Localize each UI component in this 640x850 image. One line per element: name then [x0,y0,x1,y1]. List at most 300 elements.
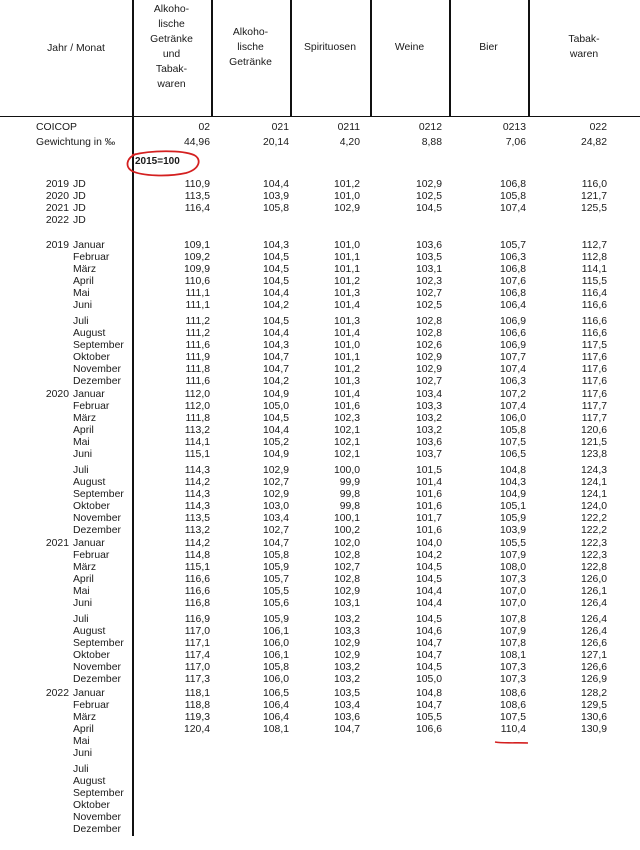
row-year: 2019 [45,179,69,190]
table-cell: 102,9 [415,179,442,190]
table-cell: 106,0 [262,674,289,685]
row-month: Juli [73,764,89,775]
table-cell: 105,7 [262,574,289,585]
column-header [530,4,638,90]
header-divider [449,0,451,116]
table-cell: 104,2 [262,376,289,387]
table-cell: 107,9 [499,550,526,561]
row-month: Oktober [73,352,110,363]
table-cell: 117,0 [184,662,210,673]
table-cell: 120,6 [580,425,607,436]
table-cell: 106,9 [499,316,526,327]
table-cell: 107,0 [499,598,526,609]
table-cell: 105,8 [499,425,526,436]
table-cell: 104,4 [262,328,289,339]
basis-label: 2015=100 [135,156,180,167]
table-cell: 103,7 [415,449,442,460]
table-cell: 106,4 [262,700,289,711]
row-month: Juni [73,748,93,759]
row-label: JD [73,203,86,214]
table-cell: 105,5 [415,712,442,723]
row-month: Mai [73,736,90,747]
table-cell: 107,4 [499,203,526,214]
table-cell: 101,6 [333,401,360,412]
table-cell: 110,9 [184,179,210,190]
column-header-label: Spirituosen [304,41,356,53]
row-month: Oktober [73,501,110,512]
table-cell: 101,6 [415,525,442,536]
table-cell: 102,9 [262,489,289,500]
table-cell: 116,4 [184,203,210,214]
table-cell: 104,0 [415,538,442,549]
table-cell: 103,9 [499,525,526,536]
table-cell: 102,7 [262,525,289,536]
table-cell: 101,4 [333,300,360,311]
table-cell: 106,8 [499,288,526,299]
coicop-value: 0212 [418,122,442,133]
table-cell: 105,2 [262,437,289,448]
table-cell: 102,9 [262,465,289,476]
table-cell: 126,1 [580,586,607,597]
table-cell: 105,0 [415,674,442,685]
table-cell: 101,2 [333,179,360,190]
table-cell: 116,6 [184,586,210,597]
row-label: JD [73,215,86,226]
gewichtung-value: 7,06 [505,137,526,148]
table-cell: 118,1 [184,688,210,699]
table-cell: 103,5 [415,252,442,263]
table-cell: 126,4 [580,614,607,625]
table-cell: 100,0 [333,465,360,476]
row-year: 2021 [45,538,69,549]
table-cell: 114,3 [184,489,210,500]
table-cell: 101,3 [333,288,360,299]
table-cell: 101,1 [333,252,360,263]
table-cell: 107,4 [499,401,526,412]
table-cell: 108,6 [499,700,526,711]
table-cell: 99,8 [339,489,360,500]
row-month: November [73,662,121,673]
table-cell: 117,1 [184,638,210,649]
table-cell: 106,3 [499,376,526,387]
table-cell: 118,8 [184,700,210,711]
table-cell: 111,8 [185,413,210,424]
row-month: November [73,513,121,524]
row-month: Mai [73,437,90,448]
column-header-label: Weine [394,41,425,53]
table-cell: 105,1 [499,501,526,512]
table-cell: 112,7 [581,240,607,251]
table-cell: 101,6 [415,489,442,500]
table-cell: 105,9 [499,513,526,524]
table-cell: 104,3 [262,340,289,351]
row-month: Dezember [73,674,121,685]
table-cell: 105,5 [262,586,289,597]
table-cell: 107,9 [499,626,526,637]
gewichtung-value: 24,82 [580,137,607,148]
table-cell: 126,6 [580,638,607,649]
table-cell: 104,9 [262,449,289,460]
header-rule [0,116,640,117]
table-cell: 104,3 [499,477,526,488]
table-cell: 114,2 [184,477,210,488]
row-label: JD [73,191,86,202]
row-month: Juni [73,449,93,460]
table-cell: 111,6 [185,340,210,351]
table-cell: 124,1 [580,477,607,488]
table-cell: 104,2 [262,300,289,311]
table-cell: 103,4 [262,513,289,524]
table-cell: 102,9 [333,203,360,214]
table-cell: 117,3 [184,674,210,685]
column-header [134,4,209,90]
row-month: Dezember [73,824,121,835]
table-cell: 122,3 [580,550,607,561]
table-cell: 102,9 [415,364,442,375]
table-cell: 107,4 [499,364,526,375]
table-cell: 104,5 [262,276,289,287]
table-cell: 102,7 [262,477,289,488]
table-cell: 113,5 [184,513,210,524]
table-cell: 117,7 [581,413,607,424]
table-cell: 104,5 [415,662,442,673]
coicop-value: 022 [589,122,607,133]
table-cell: 100,1 [333,513,360,524]
table-cell: 101,0 [333,191,360,202]
gewichtung-label: Gewichtung in ‰ [36,137,116,148]
gewichtung-value: 20,14 [262,137,289,148]
table-cell: 105,6 [262,598,289,609]
table-cell: 102,1 [333,437,360,448]
stub-divider [132,0,134,836]
table-cell: 104,4 [415,598,442,609]
table-cell: 103,2 [333,662,360,673]
table-cell: 112,8 [581,252,607,263]
table-cell: 114,3 [184,465,210,476]
table-cell: 129,5 [580,700,607,711]
table-cell: 104,3 [262,240,289,251]
column-header-label: Tabak- waren [568,34,600,60]
gewichtung-value: 8,88 [421,137,442,148]
table-cell: 109,1 [183,240,210,251]
gewichtung-value: 44,96 [183,137,210,148]
table-cell: 102,5 [415,191,442,202]
table-cell: 102,9 [333,586,360,597]
table-cell: 111,2 [185,328,210,339]
table-cell: 106,5 [262,688,289,699]
coicop-value: 02 [198,122,210,133]
table-cell: 102,8 [333,550,360,561]
column-header-label: Alkoho- lische Getränke [229,26,272,68]
table-cell: 112,0 [184,389,210,400]
table-cell: 110,4 [500,724,526,735]
table-cell: 126,9 [580,674,607,685]
table-cell: 111,8 [185,364,210,375]
table-cell: 105,8 [262,550,289,561]
table-cell: 103,2 [415,425,442,436]
table-cell: 101,2 [333,364,360,375]
table-cell: 102,1 [333,425,360,436]
table-cell: 104,4 [262,288,289,299]
table-cell: 117,6 [581,376,607,387]
table-cell: 121,5 [580,437,607,448]
row-month: September [73,340,124,351]
table-cell: 101,6 [415,501,442,512]
table-cell: 116,9 [184,614,210,625]
table-cell: 101,7 [415,513,442,524]
table-cell: 114,1 [184,437,210,448]
row-year: 2019 [45,240,69,251]
table-cell: 102,5 [415,300,442,311]
table-cell: 102,6 [415,340,442,351]
row-month: April [73,724,94,735]
table-cell: 104,5 [415,614,442,625]
table-cell: 103,1 [415,264,442,275]
table-cell: 122,2 [580,513,607,524]
table-cell: 111,9 [185,352,210,363]
table-cell: 125,5 [580,203,607,214]
table-cell: 111,2 [185,316,210,327]
row-month: März [73,562,97,573]
table-cell: 123,8 [580,449,607,460]
table-cell: 114,3 [184,501,210,512]
table-cell: 104,5 [415,203,442,214]
table-cell: 117,0 [184,626,210,637]
table-cell: 102,9 [333,638,360,649]
coicop-label: COICOP [36,122,77,133]
table-cell: 105,9 [262,614,289,625]
row-month: April [73,425,94,436]
table-cell: 114,1 [581,264,607,275]
table-cell: 102,8 [415,328,442,339]
table-cell: 116,6 [184,574,210,585]
table-cell: 104,4 [262,425,289,436]
table-cell: 102,7 [415,288,442,299]
table-cell: 104,5 [415,562,442,573]
row-month: April [73,574,94,585]
table-cell: 101,1 [333,264,360,275]
table-cell: 122,8 [580,562,607,573]
table-cell: 103,6 [415,240,442,251]
row-month: Februar [73,550,110,561]
column-header [213,4,288,90]
table-cell: 106,5 [499,449,526,460]
table-cell: 103,4 [415,389,442,400]
table-cell: 106,8 [499,264,526,275]
table-cell: 103,6 [333,712,360,723]
table-cell: 120,4 [183,724,210,735]
table-cell: 104,4 [262,179,289,190]
table-cell: 104,7 [262,364,289,375]
table-cell: 117,5 [581,340,607,351]
table-cell: 106,6 [415,724,442,735]
table-cell: 117,6 [581,352,607,363]
table-cell: 107,2 [499,389,526,400]
coicop-value: 021 [271,122,289,133]
table-cell: 107,7 [499,352,526,363]
table-cell: 128,2 [580,688,607,699]
table-cell: 103,6 [415,437,442,448]
table-cell: 121,7 [580,191,607,202]
table-cell: 107,8 [499,614,526,625]
table-cell: 117,6 [581,389,607,400]
table-cell: 104,5 [415,574,442,585]
row-month: Januar [73,389,105,400]
table-cell: 103,2 [415,413,442,424]
table-cell: 114,8 [184,550,210,561]
row-year: 2022 [45,688,69,699]
table-cell: 104,7 [415,650,442,661]
table-cell: 107,3 [499,574,526,585]
table-cell: 106,0 [262,638,289,649]
table-cell: 108,1 [499,650,526,661]
table-cell: 106,4 [262,712,289,723]
table-cell: 102,8 [415,316,442,327]
table-cell: 105,0 [262,401,289,412]
table-cell: 116,6 [581,316,607,327]
column-header-label: Alkoho- lische Getränke und Tabak- waren [150,4,193,90]
header-divider [528,0,530,116]
table-cell: 101,1 [333,352,360,363]
row-month: August [73,776,106,787]
table-cell: 102,0 [333,538,360,549]
table-cell: 104,7 [333,724,360,735]
header-jahr-monat: Jahr / Monat [47,42,105,54]
table-cell: 110,6 [184,276,210,287]
row-month: September [73,788,124,799]
row-year: 2022 [45,215,69,226]
table-cell: 105,5 [499,538,526,549]
table-cell: 111,1 [185,300,210,311]
table-cell: 112,0 [184,401,210,412]
table-cell: 124,3 [580,465,607,476]
row-month: Juni [73,300,93,311]
table-cell: 104,6 [415,626,442,637]
table-cell: 104,5 [262,316,289,327]
table-cell: 99,9 [339,477,360,488]
row-month: Januar [73,240,105,251]
row-month: Juli [73,316,89,327]
row-month: Juli [73,614,89,625]
table-cell: 103,1 [333,598,360,609]
table-cell: 117,4 [184,650,210,661]
table-cell: 100,2 [333,525,360,536]
row-month: März [73,413,97,424]
table-cell: 106,8 [499,179,526,190]
row-month: Oktober [73,650,110,661]
row-month: Januar [73,688,105,699]
table-cell: 106,1 [262,650,289,661]
table-cell: 104,7 [415,700,442,711]
table-cell: 106,0 [499,413,526,424]
table-cell: 126,4 [580,598,607,609]
table-cell: 126,6 [580,662,607,673]
table-cell: 103,2 [333,674,360,685]
table-cell: 107,3 [499,674,526,685]
table-cell: 108,6 [499,688,526,699]
table-cell: 101,2 [333,276,360,287]
table-cell: 115,1 [184,449,210,460]
row-month: Mai [73,288,90,299]
row-month: Februar [73,401,110,412]
row-month: Mai [73,586,90,597]
table-cell: 105,8 [262,662,289,673]
row-month: Februar [73,700,110,711]
row-month: Januar [73,538,105,549]
row-month: Februar [73,252,110,263]
table-cell: 101,4 [333,389,360,400]
column-header [292,4,368,90]
table-cell: 103,2 [333,614,360,625]
table-cell: 122,2 [580,525,607,536]
table-cell: 104,5 [262,252,289,263]
table-cell: 104,8 [415,688,442,699]
table-cell: 107,5 [499,437,526,448]
row-month: März [73,264,97,275]
table-cell: 107,3 [499,662,526,673]
table-cell: 116,0 [581,179,607,190]
table-cell: 106,9 [499,340,526,351]
coicop-value: 0213 [502,122,526,133]
table-cell: 130,6 [580,712,607,723]
table-cell: 113,2 [184,425,210,436]
header-divider [370,0,372,116]
table-cell: 101,4 [415,477,442,488]
table-cell: 103,5 [333,688,360,699]
table-cell: 116,6 [581,300,607,311]
table-cell: 115,5 [581,276,607,287]
row-label: JD [73,179,86,190]
table-cell: 106,4 [499,300,526,311]
table-cell: 105,9 [262,562,289,573]
table-cell: 117,7 [581,401,607,412]
row-month: November [73,812,121,823]
row-month: Juli [73,465,89,476]
table-cell: 104,9 [499,489,526,500]
table-cell: 105,8 [499,191,526,202]
table-cell: 102,3 [333,413,360,424]
row-month: Juni [73,598,93,609]
table-cell: 104,2 [415,550,442,561]
table-cell: 104,5 [262,413,289,424]
table-cell: 101,0 [333,240,360,251]
table-cell: 107,5 [499,712,526,723]
table-cell: 101,4 [333,328,360,339]
table-cell: 101,0 [333,340,360,351]
row-year: 2020 [45,191,69,202]
column-header [372,4,447,90]
table-cell: 106,6 [499,328,526,339]
table-cell: 103,9 [262,191,289,202]
table-cell: 101,5 [415,465,442,476]
table-cell: 103,4 [333,700,360,711]
table-cell: 107,6 [499,276,526,287]
table-cell: 105,7 [499,240,526,251]
row-month: August [73,626,106,637]
table-cell: 101,3 [333,316,360,327]
table-cell: 116,8 [184,598,210,609]
table-cell: 104,7 [262,352,289,363]
row-year: 2021 [45,203,69,214]
table-cell: 106,1 [262,626,289,637]
row-month: April [73,276,94,287]
table-cell: 107,0 [499,586,526,597]
table-cell: 103,3 [415,401,442,412]
table-cell: 104,7 [262,538,289,549]
table-cell: 104,4 [415,586,442,597]
row-month: September [73,638,124,649]
table-cell: 126,0 [580,574,607,585]
